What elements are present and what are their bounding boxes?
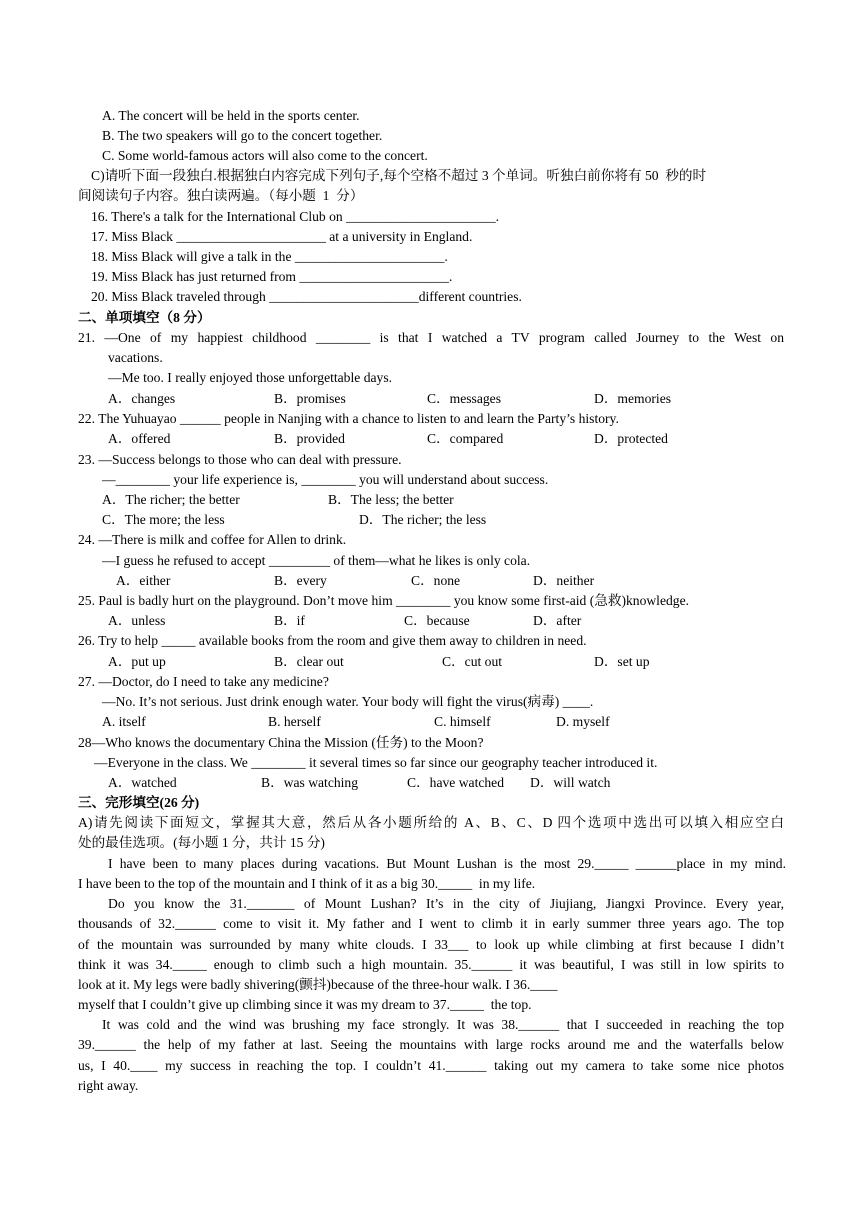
passage-line: I have been to many places during vacations. But Mount Lushan is the most 29._____ ______place in my mind. [108, 856, 786, 871]
q26-option-d: D．set up [594, 654, 650, 669]
q28-reply: —Everyone in the class. We ________ it several times so far since our geography teacher introduced it. [94, 755, 658, 770]
listening-c-instruction-cont: 间阅读句子内容。独白读两遍。（每小题 1 分） [78, 188, 364, 203]
listening-item-18: 18. Miss Black will give a talk in the ______________________. [91, 249, 448, 264]
q26-option-a: A．put up [108, 654, 166, 669]
q22-option-a: A．offered [108, 431, 171, 446]
q28-option-c: C．have watched [407, 775, 505, 790]
q26-option-b: B．clear out [274, 654, 344, 669]
listening-option-c: C. Some world-famous actors will also come to the concert. [102, 148, 428, 163]
q25-option-b: B．if [274, 613, 305, 628]
listening-item-16: 16. There's a talk for the International Club on ______________________. [91, 209, 500, 224]
q21-reply: —Me too. I really enjoyed those unforgettable days. [108, 370, 393, 385]
listening-option-a: A. The concert will be held in the sports center. [102, 108, 360, 123]
q27-reply: —No. It’s not serious. Just drink enough water. Your body will fight the virus(病毒) ____. [102, 694, 594, 709]
q21-option-b: B．promises [274, 391, 346, 406]
q27-option-c: C. himself [434, 714, 491, 729]
q23-option-a: A．The richer; the better [102, 492, 240, 507]
q26-option-c: C．cut out [442, 654, 503, 669]
section-3-instruction-cont: 处的最佳选项。(每小题 1 分，共计 15 分) [78, 835, 325, 850]
q23-reply: —________ your life experience is, ________ you will understand about success. [102, 472, 549, 487]
listening-item-19: 19. Miss Black has just returned from ______________________. [91, 269, 453, 284]
q24-option-d: D．neither [533, 573, 595, 588]
section-3-title: 三、完形填空(26 分) [78, 795, 200, 810]
q27-option-b: B. herself [268, 714, 321, 729]
passage-line: thousands of 32.______ come to visit it. My father and I went to climb it in early summer three years ago. The top [78, 916, 784, 931]
q28-option-b: B．was watching [261, 775, 359, 790]
q22-stem: 22. The Yuhuayao ______ people in Nanjing with a chance to listen to and learn the Party’s history. [78, 411, 619, 426]
q27-option-a: A. itself [102, 714, 146, 729]
q27-stem: 27. —Doctor, do I need to take any medicine? [78, 674, 329, 689]
listening-item-20: 20. Miss Black traveled through ______________________different countries. [91, 289, 522, 304]
q24-stem: 24. —There is milk and coffee for Allen to drink. [78, 532, 347, 547]
q23-stem: 23. —Success belongs to those who can deal with pressure. [78, 452, 402, 467]
q21-stem-cont: vacations. [108, 350, 163, 365]
q22-option-d: D．protected [594, 431, 668, 446]
q24-option-c: C．none [411, 573, 461, 588]
passage-line: right away. [78, 1078, 139, 1093]
q23-option-c: C．The more; the less [102, 512, 225, 527]
passage-line: look at it. My legs were badly shivering(颤抖)because of the three-hour walk. I 36.____ [78, 977, 558, 992]
q21-option-c: C．messages [427, 391, 502, 406]
q24-option-a: A．either [116, 573, 171, 588]
q22-option-c: C．compared [427, 431, 504, 446]
passage-line: myself that I couldn’t give up climbing since it was my dream to 37._____ the top. [78, 997, 532, 1012]
q28-option-a: A．watched [108, 775, 177, 790]
section-3-instruction: A)请先阅读下面短文，掌握其大意，然后从各小题所给的 A、B、C、D 四个选项中选出可以填入相应空白 [78, 815, 784, 830]
listening-option-b: B. The two speakers will go to the concert together. [102, 128, 383, 143]
q26-stem: 26. Try to help _____ available books from the room and give them away to children in need. [78, 633, 587, 648]
q21-stem: 21. —One of my happiest childhood ________ is that I watched a TV program called Journey to the West on [78, 330, 784, 345]
passage-line: us, I 40.____ my success in reaching the top. I couldn’t 41.______ taking out my camera to take some nice photos [78, 1058, 784, 1073]
q24-option-b: B．every [274, 573, 327, 588]
q28-option-d: D．will watch [530, 775, 611, 790]
q25-option-d: D．after [533, 613, 582, 628]
section-2-title: 二、单项填空（8 分） [78, 310, 211, 325]
passage-line: 39.______ the help of my father at last. Seeing the mountains with large rocks around me and the waterfalls below [78, 1037, 784, 1052]
q23-option-d: D．The richer; the less [359, 512, 487, 527]
passage-line: of the mountain was surrounded by many white clouds. I 33___ to look up while climbing at first because I didn’t [78, 937, 784, 952]
q25-option-c: C．because [404, 613, 470, 628]
q28-stem: 28—Who knows the documentary China the Mission (任务) to the Moon? [78, 735, 484, 750]
q27-option-d: D. myself [556, 714, 610, 729]
q24-reply: —I guess he refused to accept _________ of them—what he likes is only cola. [102, 553, 531, 568]
passage-line: think it was 34._____ enough to climb such a high mountain. 35.______ it was beautiful, I was still in low spirits to [78, 957, 784, 972]
q23-option-b: B．The less; the better [328, 492, 454, 507]
passage-line: I have been to the top of the mountain and I think of it as a big 30._____ in my life. [78, 876, 536, 891]
q25-option-a: A．unless [108, 613, 166, 628]
listening-c-instruction: C)请听下面一段独白.根据独白内容完成下列句子,每个空格不超过 3 个单词。听独白前你将有 50 秒的时 [91, 168, 707, 183]
listening-item-17: 17. Miss Black ______________________ at a university in England. [91, 229, 473, 244]
passage-line: Do you know the 31._______ of Mount Lushan? It’s in the city of Jiujiang, Jiangxi Province. Every year, [108, 896, 784, 911]
passage-line: It was cold and the wind was brushing my face strongly. It was 38.______ that I succeeded in reaching the top [102, 1017, 784, 1032]
q21-option-d: D．memories [594, 391, 672, 406]
q21-option-a: A．changes [108, 391, 176, 406]
q22-option-b: B．provided [274, 431, 345, 446]
q25-stem: 25. Paul is badly hurt on the playground. Don’t move him ________ you know some first-aid (急救)knowledge. [78, 593, 690, 608]
